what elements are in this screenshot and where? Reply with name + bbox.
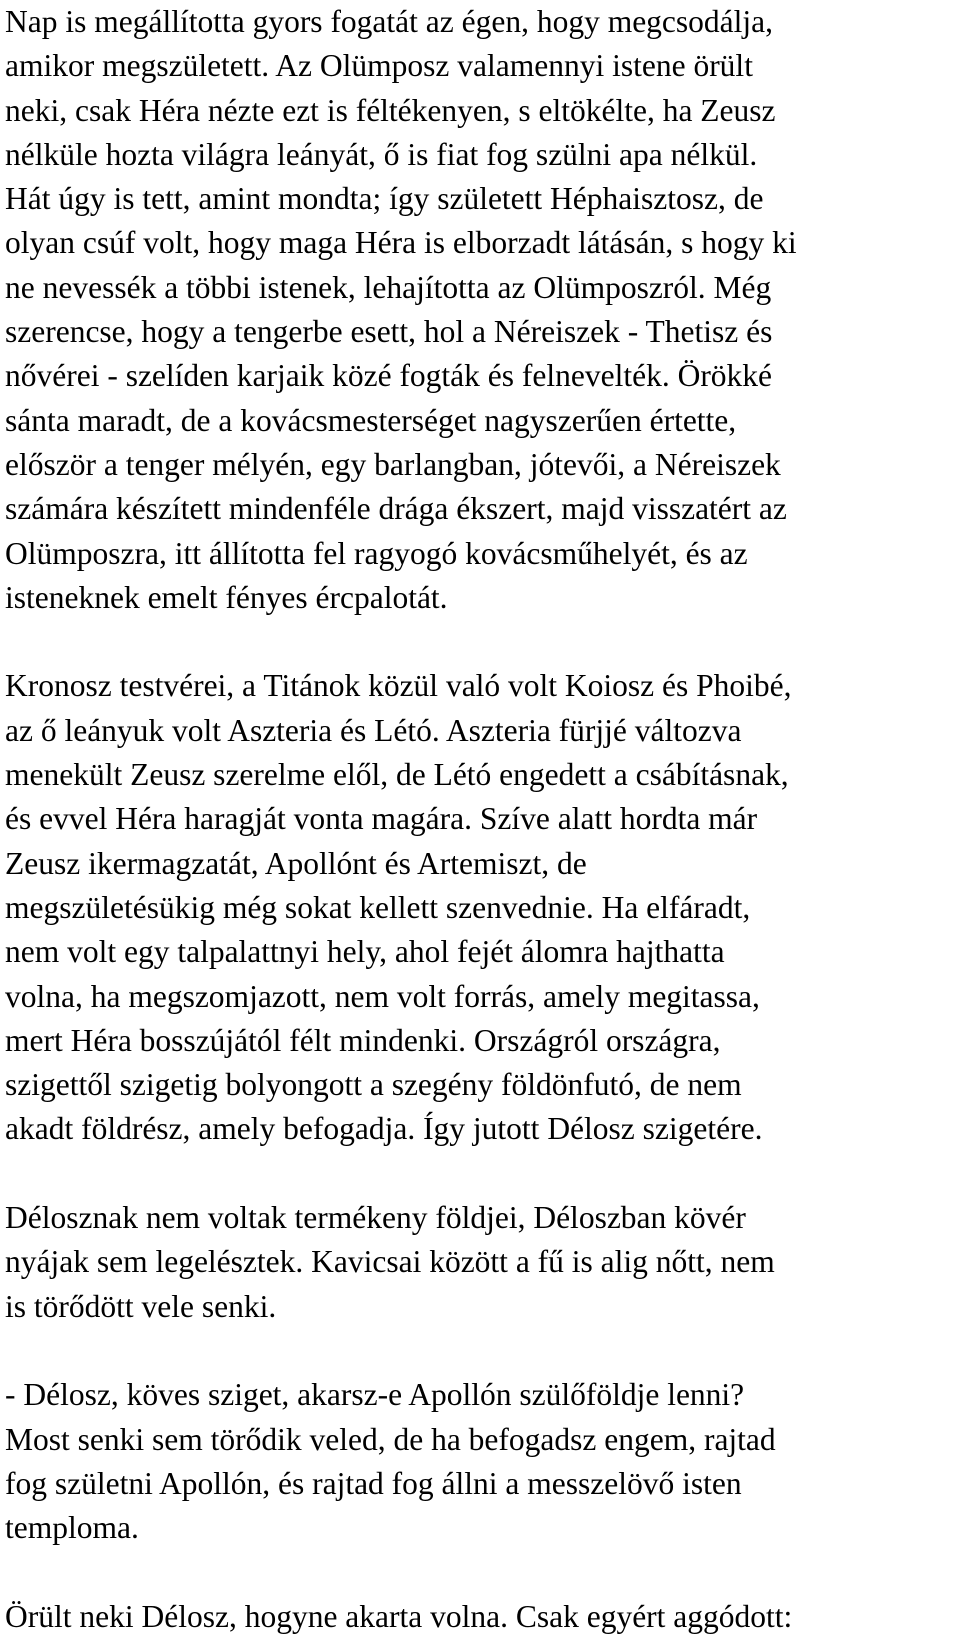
text-line: Hát úgy is tett, amint mondta; így született Héphaisztosz, de <box>5 181 764 217</box>
text-line: nyájak sem legelésztek. Kavicsai között a fű is alig nőtt, nem <box>5 1244 775 1280</box>
text-line: Örült neki Délosz, hogyne akarta volna. Csak egyért aggódott: <box>5 1598 793 1634</box>
text-line: ne nevessék a többi istenek, lehajította az Olümposzról. Még <box>5 269 772 305</box>
text-line: megszületésükig még sokat kellett szenvednie. Ha elfáradt, <box>5 889 751 925</box>
text-line: szigettől szigetig bolyongott a szegény földönfutó, de nem <box>5 1067 742 1103</box>
text-line: az ő leányuk volt Aszteria és Létó. Aszteria fürjjé változva <box>5 712 742 748</box>
text-line: nélküle hozta világra leányát, ő is fiat fog szülni apa nélkül. <box>5 136 758 172</box>
text-line: nővérei - szelíden karjaik közé fogták és felnevelték. Örökké <box>5 358 773 394</box>
text-line: olyan csúf volt, hogy maga Héra is elborzadt látásán, s hogy ki <box>5 225 797 261</box>
paragraph-spacer <box>5 1152 960 1196</box>
text-line: mert Héra bosszújától félt mindenki. Országról országra, <box>5 1022 721 1058</box>
text-line: sánta maradt, de a kovácsmesterséget nagyszerűen értette, <box>5 402 737 438</box>
text-line: Most senki sem törődik veled, de ha befogadsz engem, rajtad <box>5 1421 776 1457</box>
text-line: menekült Zeusz szerelme elől, de Létó engedett a csábításnak, <box>5 757 789 793</box>
text-line: Olümposzra, itt állította fel ragyogó kovácsműhelyét, és az <box>5 535 748 571</box>
paragraph-closing <box>5 1595 960 1639</box>
text-line: temploma. <box>5 1510 139 1546</box>
text-line: először a tenger mélyén, egy barlangban, jótevői, a Néreiszek <box>5 446 781 482</box>
text-line: Zeusz ikermagzatát, Apollónt és Artemiszt, de <box>5 845 587 881</box>
text-line: nem volt egy talpalattnyi hely, ahol fejét álomra hajthatta <box>5 934 725 970</box>
paragraph-delos <box>5 1196 960 1329</box>
text-line: neki, csak Héra nézte ezt is féltékenyen, s eltökélte, ha Zeusz <box>5 92 776 128</box>
text-line: is törődött vele senki. <box>5 1288 277 1324</box>
paragraph-spacer <box>5 1550 960 1594</box>
text-line: és evvel Héra haragját vonta magára. Szíve alatt hordta már <box>5 801 758 837</box>
text-line: számára készített mindenféle drága ékszert, majd visszatért az <box>5 491 787 527</box>
text-line: - Délosz, köves sziget, akarsz-e Apollón szülőföldje lenni? <box>5 1377 745 1413</box>
text-line: volna, ha megszomjazott, nem volt forrás, amely megitassa, <box>5 978 760 1014</box>
paragraph-spacer <box>5 1329 960 1373</box>
paragraph-spacer <box>5 620 960 664</box>
paragraph-dialogue <box>5 1373 960 1550</box>
text-line: szerencse, hogy a tengerbe esett, hol a Néreiszek - Thetisz és <box>5 314 773 350</box>
text-line: Nap is megállította gyors fogatát az égen, hogy megcsodálja, <box>5 4 774 39</box>
text-line: isteneknek emelt fényes ércpalotát. <box>5 579 448 615</box>
text-line: fog születni Apollón, és rajtad fog állni a messzelövő isten <box>5 1465 742 1501</box>
paragraph-leto <box>5 664 960 1151</box>
text-line: amikor megszületett. Az Olümposz valamennyi istene örült <box>5 48 753 84</box>
text-line: Kronosz testvérei, a Titánok közül való volt Koiosz és Phoibé, <box>5 668 792 704</box>
paragraph-hephaistos <box>5 0 960 620</box>
text-line: Délosznak nem voltak termékeny földjei, Déloszban kövér <box>5 1200 746 1236</box>
document-page <box>5 0 960 1639</box>
text-line: akadt földrész, amely befogadja. Így jutott Délosz szigetére. <box>5 1111 763 1147</box>
